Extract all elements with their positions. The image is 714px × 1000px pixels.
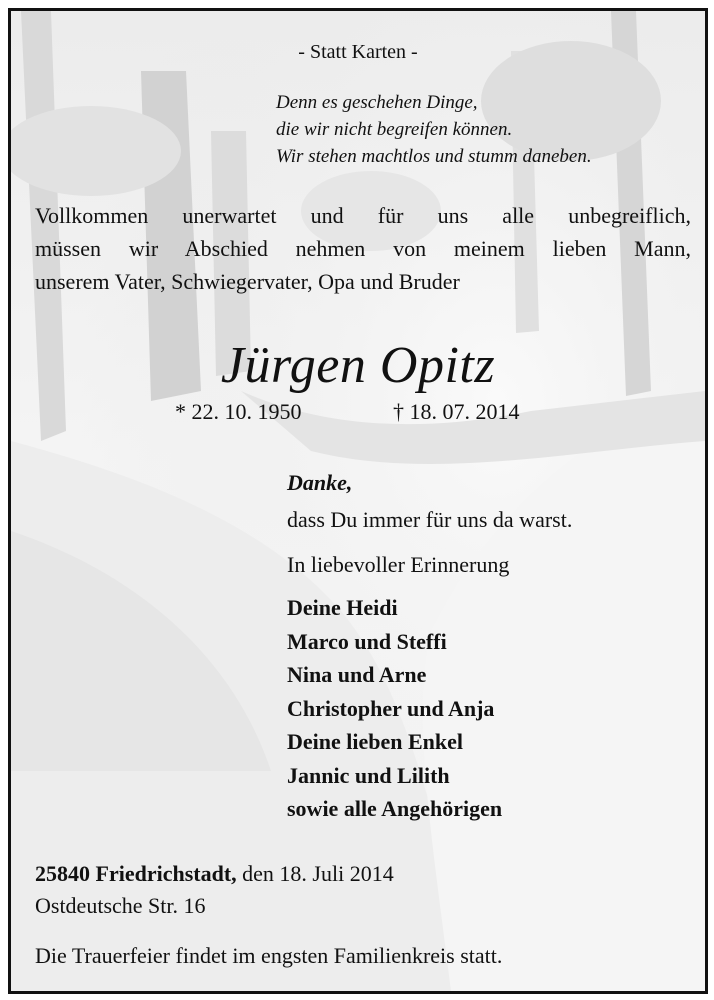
- intro-text: [35, 199, 691, 298]
- mourner: sowie alle Angehörigen: [287, 796, 503, 821]
- deceased-name: Jürgen Opitz: [220, 337, 496, 394]
- mourner: Deine Heidi: [287, 595, 398, 620]
- obituary-notice: [8, 8, 708, 994]
- remembrance-line: In liebevoller Erinnerung: [287, 552, 510, 577]
- place-date-line: [35, 861, 394, 887]
- date: den 18. Juli 2014: [242, 861, 394, 886]
- mourner: Jannic und Lilith: [287, 762, 450, 788]
- quote-line: Denn es geschehen Dinge,: [276, 92, 478, 113]
- mourner: Nina und Arne: [287, 662, 427, 687]
- quote-line: Wir stehen machtlos und stumm daneben.: [276, 146, 592, 167]
- place: 25840 Friedrichstadt,: [35, 861, 237, 886]
- mourner: Christopher und Anja: [287, 695, 495, 721]
- quote: [276, 89, 696, 170]
- intro-line: unserem Vater, Schwiegervater, Opa und Bruder: [35, 269, 460, 294]
- mourners-list: [287, 591, 687, 826]
- intro-line: Vollkommen unerwartet und für uns alle unbegreiflich,: [35, 203, 691, 228]
- thanks-text: dass Du immer für uns da warst.: [287, 507, 573, 532]
- street-address: Ostdeutsche Str. 16: [35, 893, 206, 918]
- quote-line: die wir nicht begreifen können.: [276, 119, 513, 140]
- funeral-note: Die Trauerfeier findet im engsten Familienkreis statt.: [35, 943, 503, 968]
- death-date: † 18. 07. 2014: [393, 399, 520, 424]
- birth-date: * 22. 10. 1950: [175, 399, 302, 424]
- intro-line: müssen wir Abschied nehmen von meinem lieben Mann,: [35, 236, 691, 261]
- mourner: Marco und Steffi: [287, 628, 447, 654]
- thanks-heading: Danke,: [287, 470, 353, 495]
- header-statt-karten: - Statt Karten -: [298, 41, 418, 63]
- mourner: Deine lieben Enkel: [287, 729, 464, 754]
